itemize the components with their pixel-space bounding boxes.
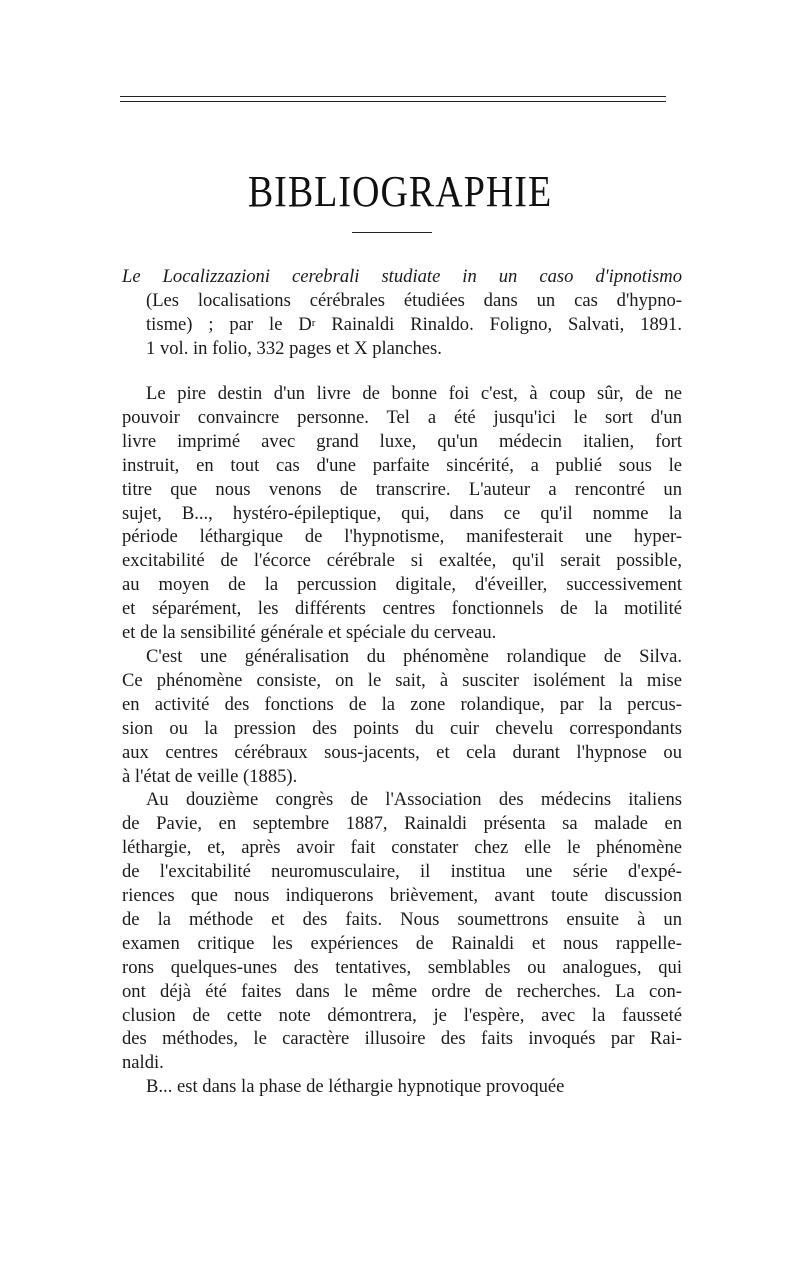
text-line: naldi. [122, 1052, 164, 1074]
reference-line-4: 1 vol. in folio, 332 pages et X planches. [146, 337, 442, 359]
text-line: instruit, en tout cas d'une parfaite sincérité, a publié sous le [122, 454, 682, 476]
bibliographic-reference [122, 265, 682, 361]
text-line: Ce phénomène consiste, on le sait, à susciter isolément la mise [122, 669, 682, 691]
text-line: examen critique les expériences de Rainaldi et nous rappelle- [122, 932, 682, 954]
text-line: sion ou la pression des points du cuir chevelu correspondants [122, 717, 682, 739]
text-line: aux centres cérébraux sous-jacents, et cela durant l'hypnose ou [122, 741, 682, 763]
reference-line-3 [122, 313, 682, 337]
text-line: et de la sensibilité générale et spéciale du cerveau. [122, 622, 497, 644]
text-line: livre imprimé avec grand luxe, qu'un médecin italien, fort [122, 430, 682, 452]
text-line: de Pavie, en septembre 1887, Rainaldi présenta sa malade en [122, 813, 682, 835]
text-line: période léthargique de l'hypnotisme, manifesterait une hyper- [122, 526, 682, 548]
text-line: Le pire destin d'un livre de bonne foi c'est, à coup sûr, de ne [146, 383, 682, 404]
top-double-rule-upper [120, 96, 666, 97]
text-line: à l'état de veille (1885). [122, 765, 298, 787]
reference-line-3-pre: tisme) ; par le D [146, 313, 312, 335]
text-line: B... est dans la phase de léthargie hypnotique provoquée [146, 1076, 565, 1098]
page-title: BIBLIOGRAPHIE [247, 167, 553, 217]
text-line: et séparément, les différents centres fonctionnels de la motilité [122, 598, 682, 620]
paragraph [122, 1075, 682, 1099]
text-line: des méthodes, le caractère illusoire des faits invoqués par Rai- [122, 1028, 682, 1050]
text-line: clusion de cette note démontrera, je l'espère, avec la fausseté [122, 1004, 682, 1026]
reference-title-line: Le Localizzazioni cerebrali studiate in un caso d'ipnotismo [122, 266, 682, 287]
text-line: Au douzième congrès de l'Association des médecins italiens [146, 789, 682, 811]
body-text [122, 382, 682, 1099]
top-double-rule-lower [120, 101, 666, 102]
paragraph [122, 645, 682, 788]
text-line: en activité des fonctions de la zone rolandique, par la percus- [122, 693, 682, 715]
text-line: léthargie, et, après avoir fait constater chez elle le phénomène [122, 837, 682, 859]
text-line: de l'excitabilité neuromusculaire, il institua une série d'expé- [122, 861, 682, 883]
reference-line-2: (Les localisations cérébrales étudiées dans un cas d'hypno- [146, 289, 682, 311]
title-underline-rule [352, 232, 432, 233]
text-line: ont déjà été faites dans le même ordre de recherches. La con- [122, 980, 682, 1002]
reference-line-3-post: Rainaldi Rinaldo. Foligno, Salvati, 1891. [315, 313, 683, 335]
text-line: de la méthode et des faits. Nous soumettrons ensuite à un [122, 908, 682, 930]
text-line: pouvoir convaincre personne. Tel a été jusqu'ici le sort d'un [122, 406, 682, 428]
text-line: excitabilité de l'écorce cérébrale si exaltée, qu'il serait possible, [122, 550, 682, 572]
text-line: titre que nous venons de transcrire. L'auteur a rencontré un [122, 478, 682, 500]
paragraph [122, 382, 682, 645]
text-line: riences que nous indiquerons brièvement, avant toute discussion [122, 885, 682, 907]
text-line: sujet, B..., hystéro-épileptique, qui, dans ce qu'il nomme la [122, 502, 682, 524]
reference-line-3-sup: r [311, 316, 316, 329]
text-line: C'est une généralisation du phénomène rolandique de Silva. [146, 645, 682, 667]
paragraph [122, 788, 682, 1075]
text-line: au moyen de la percussion digitale, d'éveiller, successivement [122, 574, 682, 596]
text-line: rons quelques-unes des tentatives, semblables ou analogues, qui [122, 956, 682, 978]
